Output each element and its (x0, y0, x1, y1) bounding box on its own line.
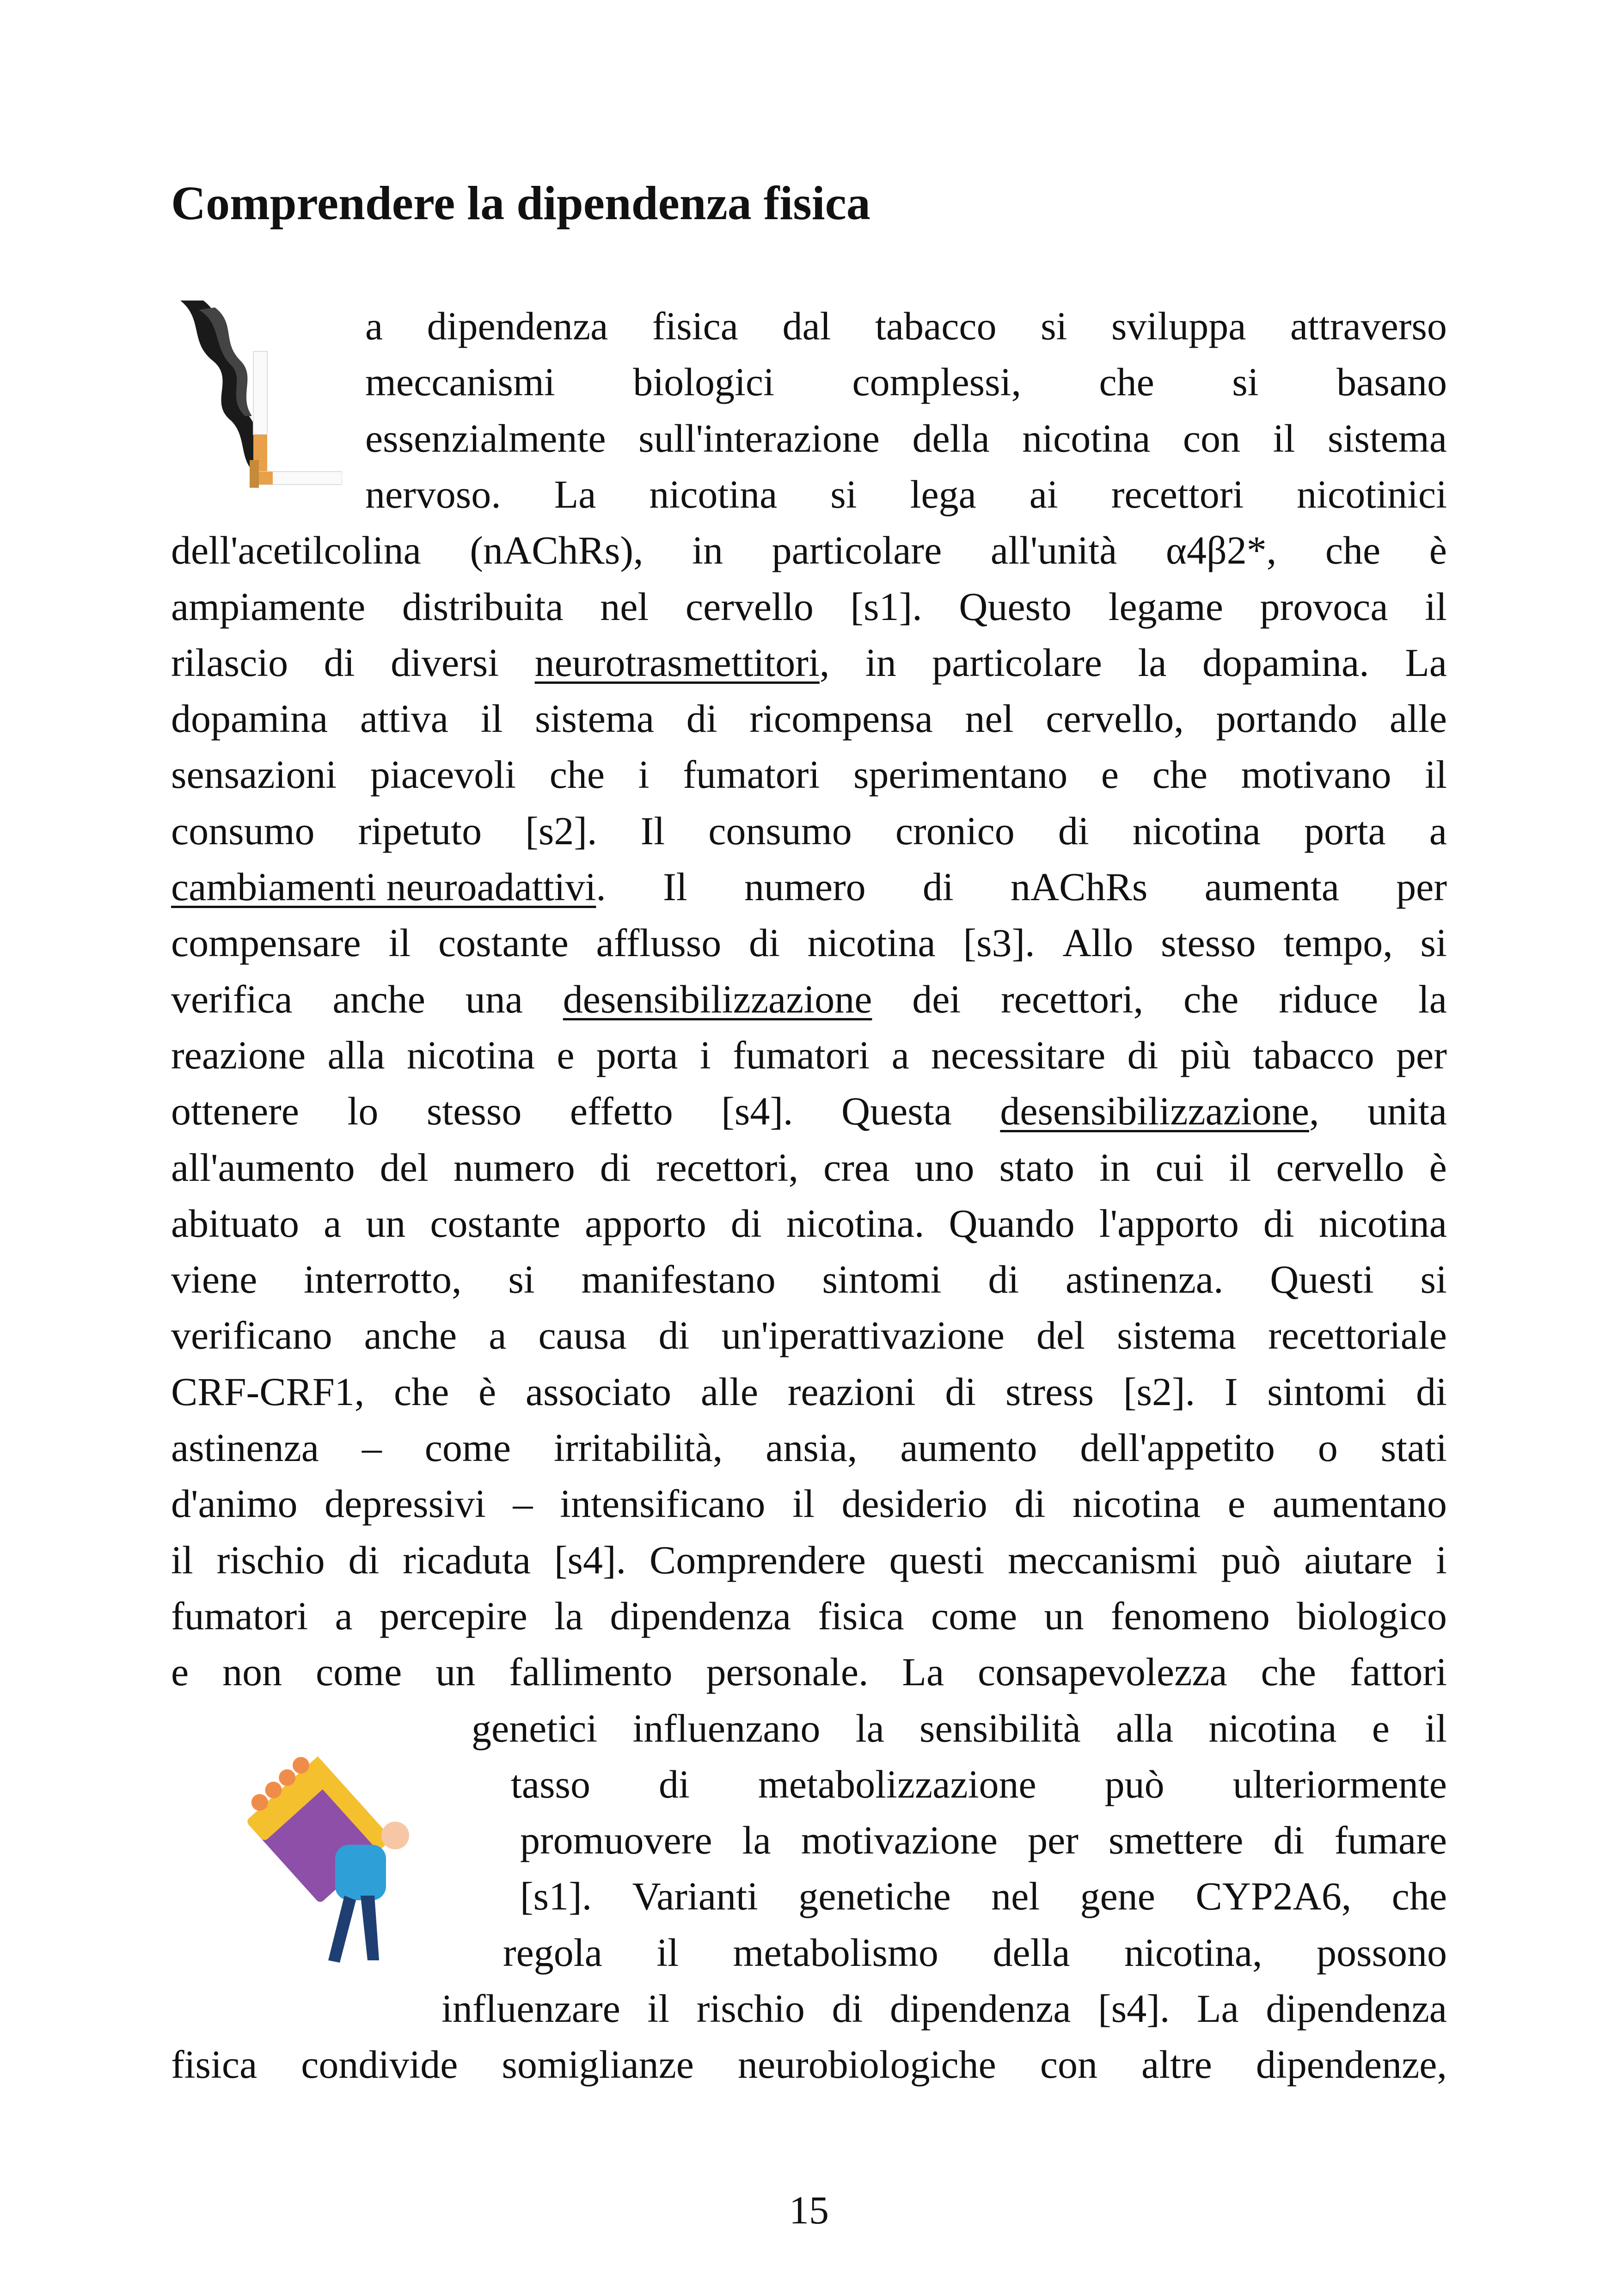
text-line: e non come un fallimento personale. La consapevolezza che fattori (171, 1650, 1447, 1694)
person-carrying-pack-icon (236, 1743, 421, 1965)
page-title: Comprendere la dipendenza fisica (171, 177, 870, 230)
text-line: influenzare il rischio di dipendenza [s4]. La dipendenza (441, 1986, 1447, 2031)
text-line: rilascio di diversi neurotrasmettitori, in particolare la dopamina. La (171, 640, 1447, 685)
text-line: d'animo depressivi – intensificano il desiderio di nicotina e aumentano (171, 1481, 1447, 1526)
text-line: sensazioni piacevoli che i fumatori sperimentano e che motivano il (171, 752, 1447, 797)
text-line: promuovere la motivazione per smettere di fumare (520, 1818, 1447, 1863)
text-line: meccanismi biologici complessi, che si basano (365, 360, 1447, 405)
text-line: dell'acetilcolina (nAChRs), in particolare all'unità α4β2*, che è (171, 528, 1447, 573)
text-line: essenzialmente sull'interazione della nicotina con il sistema (365, 416, 1447, 460)
text-line: il rischio di ricaduta [s4]. Comprendere questi meccanismi può aiutare i (171, 1537, 1447, 1582)
page-number: 15 (789, 2188, 829, 2232)
dropcap-cigarette-icon (171, 301, 342, 504)
text-line: viene interrotto, si manifestano sintomi di astinenza. Questi si (171, 1257, 1447, 1302)
text-line: verificano anche a causa di un'iperattivazione del sistema recettoriale (171, 1313, 1447, 1358)
text-line: fisica condivide somiglianze neurobiologiche con altre dipendenze, (171, 2042, 1447, 2087)
text-line: [s1]. Varianti genetiche nel gene CYP2A6, che (520, 1874, 1447, 1919)
text-line: astinenza – come irritabilità, ansia, aumento dell'appetito o stati (171, 1425, 1447, 1470)
text-line: cambiamenti neuroadattivi. Il numero di nAChRs aumenta per (171, 865, 1447, 909)
text-line: genetici influenzano la sensibilità alla nicotina e il (472, 1706, 1447, 1750)
text-line: compensare il costante afflusso di nicotina [s3]. Allo stesso tempo, si (171, 921, 1447, 965)
text-line: regola il metabolismo della nicotina, possono (503, 1930, 1447, 1975)
text-line: tasso di metabolizzazione può ulteriormente (511, 1762, 1447, 1806)
text-line: nervoso. La nicotina si lega ai recettori nicotinici (365, 472, 1447, 516)
text-line: dopamina attiva il sistema di ricompensa nel cervello, portando alle (171, 696, 1447, 741)
text-line: reazione alla nicotina e porta i fumatori a necessitare di più tabacco per (171, 1032, 1447, 1077)
text-line: fumatori a percepire la dipendenza fisica come un fenomeno biologico (171, 1593, 1447, 1638)
text-line: a dipendenza fisica dal tabacco si sviluppa attraverso (365, 304, 1447, 348)
text-line: CRF-CRF1, che è associato alle reazioni di stress [s2]. I sintomi di (171, 1369, 1447, 1414)
text-line: verifica anche una desensibilizzazione dei recettori, che riduce la (171, 976, 1447, 1021)
text-line: abituato a un costante apporto di nicotina. Quando l'apporto di nicotina (171, 1201, 1447, 1246)
text-line: ampiamente distribuita nel cervello [s1]. Questo legame provoca il (171, 584, 1447, 629)
text-line: all'aumento del numero di recettori, crea uno stato in cui il cervello è (171, 1145, 1447, 1190)
text-line: consumo ripetuto [s2]. Il consumo cronico di nicotina porta a (171, 808, 1447, 853)
text-line: ottenere lo stesso effetto [s4]. Questa desensibilizzazione, unita (171, 1089, 1447, 1134)
